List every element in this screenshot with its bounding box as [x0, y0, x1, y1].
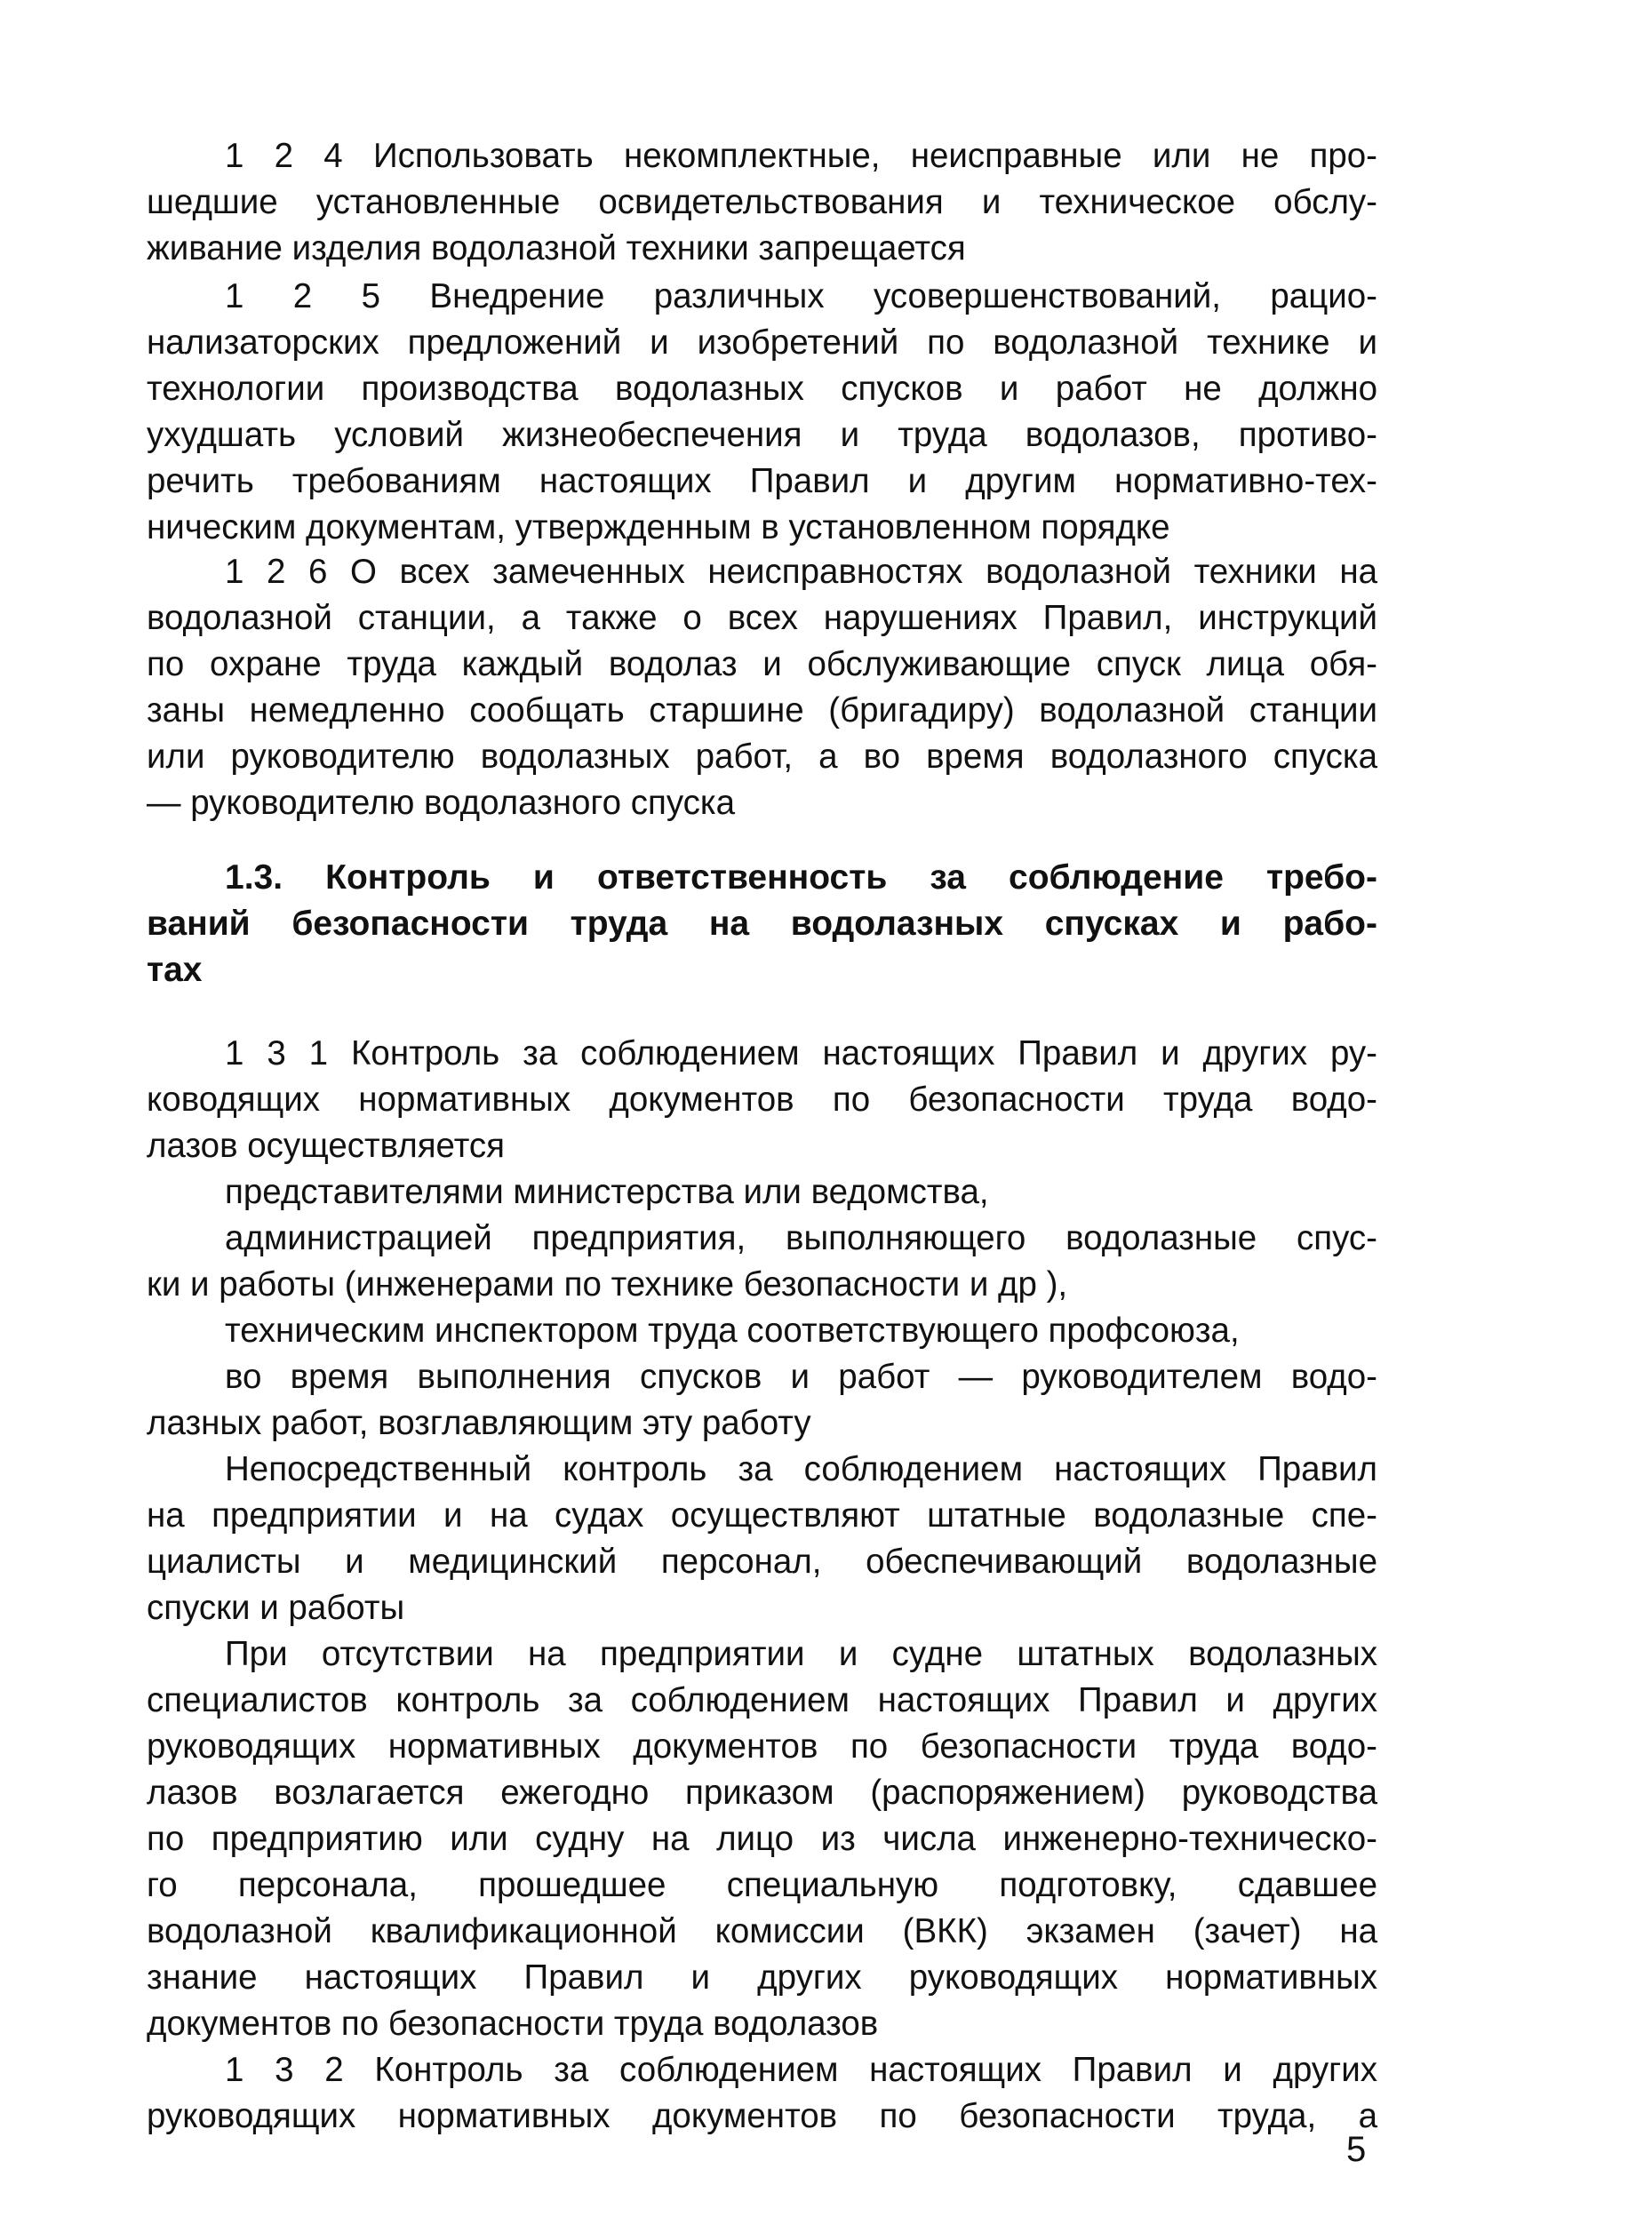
text-line: руководящих нормативных документов по безопасности труда, а: [147, 2097, 1377, 2135]
text-line: заны немедленно сообщать старшине (бригадиру) водолазной станции: [147, 691, 1377, 730]
text-line: представителями министерства или ведомства,: [225, 1173, 989, 1211]
text-line: знание настоящих Правил и других руководящих нормативных: [147, 1958, 1377, 1997]
text-line: администрацией предприятия, выполняющего водолазные спус-: [225, 1219, 1377, 1257]
text-line: го персонала, прошедшее специальную подготовку, сдавшее: [147, 1866, 1377, 1904]
text-line: специалистов контроль за соблюдением настоящих Правил и других: [147, 1681, 1377, 1719]
text-line: на предприятии и на судах осуществляют штатные водолазные спе-: [147, 1496, 1377, 1535]
text-line: При отсутствии на предприятии и судне штатных водолазных: [225, 1635, 1377, 1673]
text-line: 1 3 2 Контроль за соблюдением настоящих Правил и других: [225, 2051, 1377, 2089]
text-line: Непосредственный контроль за соблюдением настоящих Правил: [225, 1450, 1377, 1488]
text-line: во время выполнения спусков и работ — руководителем водо-: [225, 1358, 1377, 1396]
text-line: техническим инспектором труда соответствующего профсоюза,: [225, 1312, 1240, 1350]
text-line: лазных работ, возглавляющим эту работу: [147, 1404, 811, 1442]
text-line: ки и работы (инженерами по технике безопасности и др ),: [147, 1265, 1068, 1304]
text-line: ухудшать условий жизнеобеспечения и труда водолазов, противо-: [147, 416, 1377, 454]
text-line: циалисты и медицинский персонал, обеспечивающий водолазные: [147, 1543, 1377, 1581]
text-line: по охране труда каждый водолаз и обслуживающие спуск лица обя-: [147, 645, 1377, 683]
text-line: 1 2 6 О всех замеченных неисправностях водолазной техники на: [225, 553, 1377, 591]
text-line: лазов осуществляется: [147, 1127, 505, 1165]
text-line: нализаторских предложений и изобретений по водолазной технике и: [147, 323, 1377, 362]
text-line: — руководителю водолазного спуска: [147, 784, 736, 822]
text-line: живание изделия водолазной техники запрещается: [147, 229, 966, 267]
text-line: речить требованиям настоящих Правил и другим нормативно-тех-: [147, 462, 1377, 500]
page-number: 5: [1346, 2130, 1367, 2169]
text-line: шедшие установленные освидетельствования и техническое обслу-: [147, 183, 1377, 221]
text-line: или руководителю водолазных работ, а во время водолазного спуска: [147, 738, 1377, 776]
text-line: руководящих нормативных документов по безопасности труда водо-: [147, 1727, 1377, 1766]
text-line: спуски и работы: [147, 1589, 405, 1627]
text-line: 1 2 4 Использовать некомплектные, неисправные или не про-: [225, 137, 1377, 175]
text-line: документов по безопасности труда водолазов: [147, 2005, 879, 2043]
text-line: 1 2 5 Внедрение различных усовершенствований, рацио-: [225, 277, 1377, 315]
heading-line: ваний безопасности труда на водолазных спусках и рабо-: [147, 905, 1377, 943]
text-line: ническим документам, утвержденным в установленном порядке: [147, 508, 1170, 546]
text-line: по предприятию или судну на лицо из числа инженерно-техническо-: [147, 1820, 1377, 1858]
heading-line: 1.3. Контроль и ответственность за соблюдение требо-: [225, 858, 1377, 897]
text-line: водолазной квалификационной комиссии (ВКК) экзамен (зачет) на: [147, 1912, 1377, 1950]
text-line: лазов возлагается ежегодно приказом (распоряжением) руководства: [147, 1774, 1377, 1812]
heading-line: тах: [147, 951, 203, 989]
text-line: ководящих нормативных документов по безопасности труда водо-: [147, 1081, 1377, 1119]
text-line: водолазной станции, а также о всех нарушениях Правил, инструкций: [147, 599, 1377, 637]
text-line: технологии производства водолазных спусков и работ не должно: [147, 370, 1377, 408]
text-line: 1 3 1 Контроль за соблюдением настоящих Правил и других ру-: [225, 1034, 1377, 1073]
